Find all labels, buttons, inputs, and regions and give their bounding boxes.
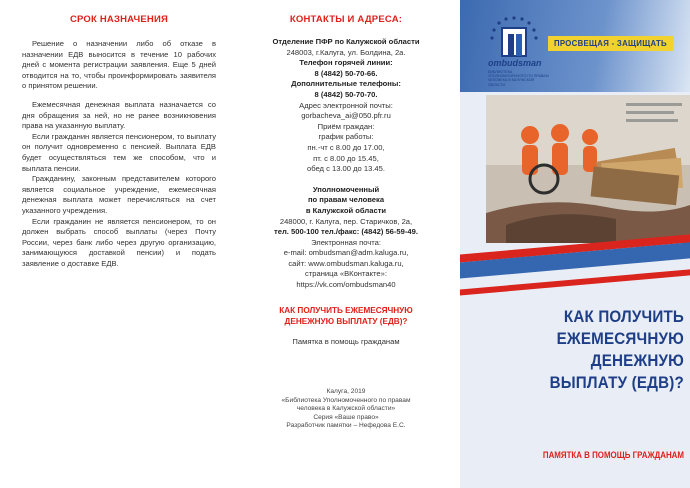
how-to-title-line: КАК ПОЛУЧИТЬ ЕЖЕМЕСЯЧНУЮ: [279, 305, 413, 315]
ombudsman-address: 248000, г. Калуга, пер. Старичков, 2а,: [279, 216, 413, 226]
cover-title-line: ДЕНЕЖНУЮ: [590, 352, 684, 370]
deadline-heading: СРОК НАЗНАЧЕНИЯ: [69, 14, 169, 25]
schedule-line: пт. с 8.00 до 15.45,: [313, 153, 379, 163]
ombudsman-title: в Калужской области: [305, 205, 387, 215]
paragraph: Гражданину, законным представителем которого является социальное учреждение, ежемесячная денежная выплата может перечисляться на счет указанного учреждения.: [22, 174, 216, 215]
cover-title: [515, 306, 684, 394]
paragraph: Решение о назначении либо об отказе в назначении ЕДВ выносится в течение 10 рабочих дней с момента регистрации заявления. Еще 5 дней отводится на то, чтобы проинформировать заявителя о принятом решении.: [22, 39, 216, 91]
ombudsman-title: по правам человека: [307, 195, 385, 205]
schedule-line: обед с 13.00 до 13.45.: [307, 164, 385, 174]
cover-photo-illustration: [486, 95, 690, 243]
left-panel: [0, 0, 230, 488]
paragraph: Если гражданин является пенсионером, то выплату он получит одновременно с пенсией. Выплата ЕДВ будет осуществляться тем же способом, что и выплата пенсии.: [22, 131, 216, 173]
pfr-address: 248003, г.Калуга, ул. Болдина, 2а.: [286, 47, 406, 57]
cover-subtitle: ПАМЯТКА В ПОМОЩЬ ГРАЖДАНАМ: [542, 450, 684, 460]
ombudsman-site[interactable]: сайт: www.ombudsman.kaluga.ru,: [288, 258, 404, 268]
paragraph: Ежемесячная денежная выплата назначается со дня обращения за ней, но не ранее возникновения права на указанную выплату.: [22, 99, 216, 131]
imprint-line: человека в Калужской области»: [296, 405, 396, 413]
logo-caption: БИБЛИОТЕКА УПОЛНОМОЧЕННОГО ПО ПРАВАМ ЧЕЛОВЕКА В КАЛУЖСКОЙ ОБЛАСТИ: [488, 70, 549, 87]
pfr-email-label: Адрес электронной почты:: [299, 100, 393, 110]
schedule-line: пн.-чт с 8.00 до 17.00,: [307, 142, 385, 152]
extra-phones: 8 (4842) 50-70-70.: [314, 89, 378, 99]
imprint-line: Калуга, 2019: [326, 388, 366, 395]
extra-phones-label: Дополнительные телефоны:: [291, 79, 401, 89]
how-to-title-line: ДЕНЕЖНУЮ ВЫПЛАТУ (ЕДВ)?: [284, 316, 408, 326]
imprint-line: «Библиотека Уполномоченного по правам: [281, 396, 411, 404]
logo-stars-icon: [488, 16, 540, 60]
imprint: [240, 388, 452, 431]
ombudsman-phone: тел. 500-100 тел./факс: (4842) 56-59-49.: [274, 227, 418, 237]
pfr-email[interactable]: gorbacheva_ai@050.pfr.ru: [301, 111, 391, 121]
imprint-line: Серия «Ваше право»: [313, 413, 379, 421]
cover-title-line: ЕЖЕМЕСЯЧНУЮ: [556, 330, 684, 348]
cover-title-line: КАК ПОЛУЧИТЬ: [563, 308, 684, 326]
contacts-heading: КОНТАКТЫ И АДРЕСА:: [289, 14, 403, 25]
middle-panel: [232, 0, 460, 488]
vk-link[interactable]: https://vk.com/ombudsman40: [296, 280, 396, 290]
logo-wordmark: ombudsman: [488, 58, 542, 68]
slogan-banner: ПРОСВЕЩАЯ - ЗАЩИЩАТЬ: [548, 36, 673, 51]
hotline-number: 8 (4842) 50-70-66.: [314, 68, 378, 78]
vk-label: страница «ВКонтакте»:: [305, 269, 387, 279]
ombudsman-email[interactable]: e-mail: ombudsman@adm.kaluga.ru,: [283, 248, 409, 258]
how-to-title: [240, 305, 452, 327]
paragraph: Если гражданин не является пенсионером, то он должен выбрать способ выплаты (через Почту России, через банк либо через другую организацию, занимающуюся доставкой пенсии) и подать заявление о доставке ЕДВ.: [22, 216, 216, 268]
how-to-subtitle: Памятка в помощь гражданам: [292, 336, 400, 346]
cover-photo: [486, 95, 690, 243]
schedule-label: график работы:: [318, 132, 374, 142]
pfr-name: Отделение ПФР по Калужской области: [272, 37, 420, 46]
hotline-label: Телефон горячей линии:: [299, 58, 393, 68]
cover-title-line: ВЫПЛАТУ (ЕДВ)?: [549, 374, 684, 392]
ombudsman-title: Уполномоченный: [312, 184, 380, 194]
cover-panel: [460, 0, 690, 488]
reception-label: Приём граждан:: [317, 121, 375, 131]
imprint-line: Разработчик памятки – Нефедова Е.С.: [286, 422, 406, 430]
ombudsman-email-label: Электронная почта:: [311, 237, 381, 247]
